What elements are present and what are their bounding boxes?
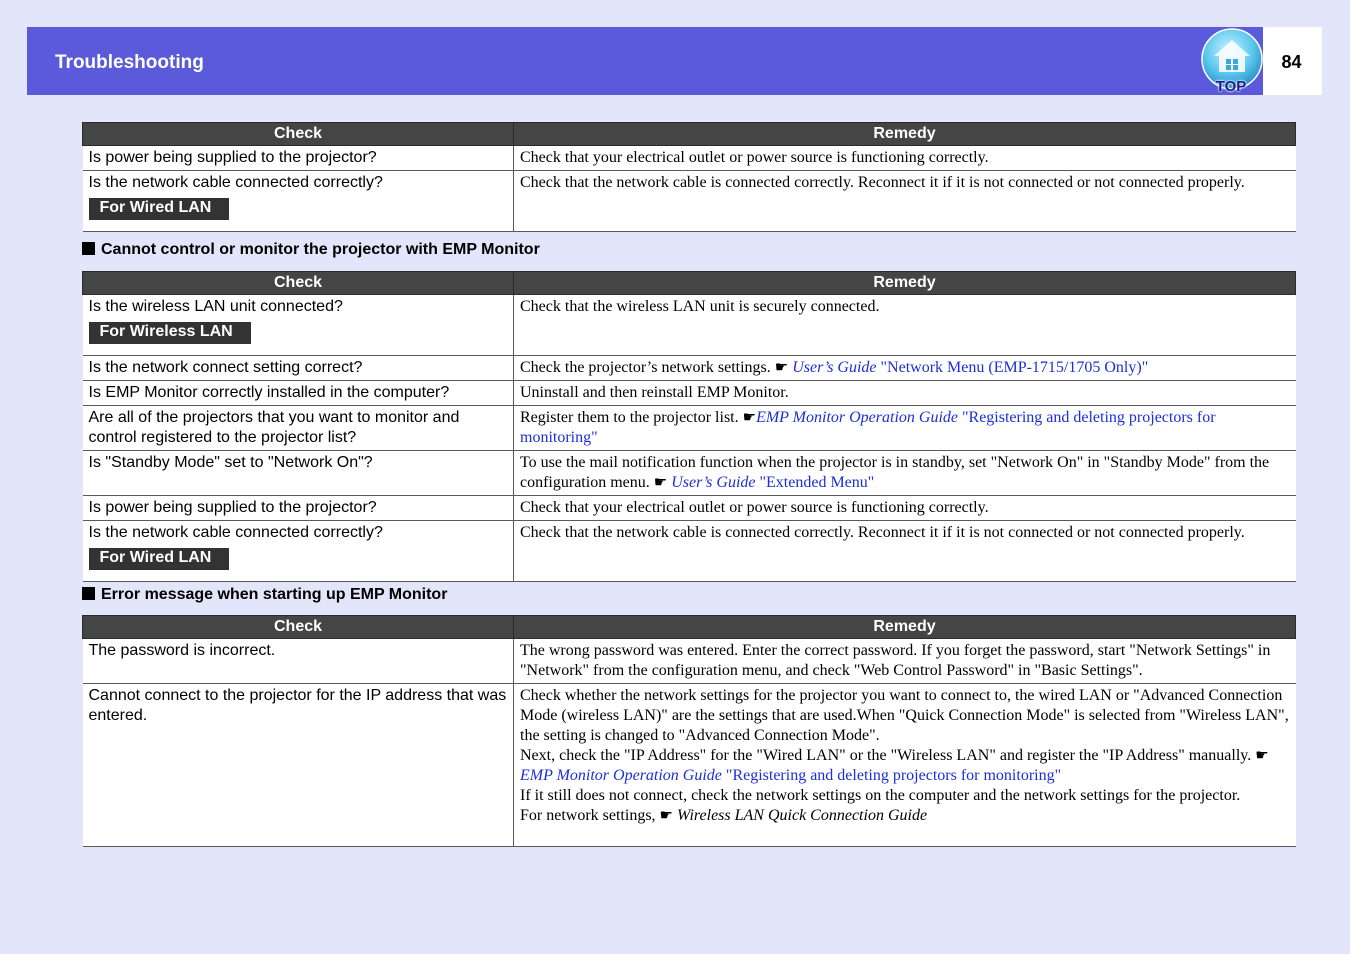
remedy-cell: Uninstall and then reinstall EMP Monitor. (514, 381, 1296, 406)
square-bullet-icon (82, 242, 95, 255)
table-row (83, 639, 1296, 684)
remedy-paragraph: If it still does not connect, check the network settings on the computer and the network settings for the projector. (520, 787, 1241, 804)
check-cell (83, 171, 514, 232)
remedy-cell: Check that the network cable is connected correctly. Reconnect it if it is not connected or not connected properly. (514, 171, 1296, 232)
remedy-text: Next, check the "IP Address" for the "Wired LAN" or the "Wireless LAN" and register the "IP Address" manually. (520, 747, 1252, 764)
remedy-cell (514, 356, 1296, 381)
remedy-paragraph: Check whether the network settings for the projector you want to connect to, the wired LAN or "Advanced Connection Mode (wireless LAN)" are the settings that are used.When "Quick Connection Mode" is selected from "Wireless LAN", the setting is changed to "Advanced Connection Mode". (520, 687, 1289, 744)
remedy-cell: The wrong password was entered. Enter the correct password. If you forget the password, start "Network Settings" in "Network" from the configuration menu, and check "Web Control Password" in "Basic Settings". (514, 639, 1296, 684)
check-cell (83, 521, 514, 582)
pointing-hand-icon: ☛ (774, 360, 789, 376)
table-row (83, 171, 1296, 232)
column-header-check: Check (83, 272, 514, 295)
remedy-cell: Check that your electrical outlet or power source is functioning correctly. (514, 496, 1296, 521)
section-link[interactable]: "Registering and deleting projectors for monitoring" (520, 409, 1216, 446)
check-cell: Is power being supplied to the projector? (83, 146, 514, 171)
top-button[interactable] (1200, 28, 1264, 94)
pointing-hand-icon: ☛ (659, 808, 673, 824)
check-text: Is the wireless LAN unit connected? (88, 298, 343, 315)
remedy-cell: Check that the network cable is connected correctly. Reconnect it if it is not connected or not connected properly. (514, 521, 1296, 582)
section-link[interactable]: "Registering and deleting projectors for monitoring" (725, 767, 1062, 784)
table-3 (82, 615, 1296, 847)
column-header-check: Check (83, 123, 514, 146)
check-text: Is the network cable connected correctly? (88, 524, 383, 541)
table-row (83, 295, 1296, 356)
column-header-check: Check (83, 616, 514, 639)
column-header-remedy: Remedy (514, 616, 1296, 639)
header-bar (27, 27, 1263, 95)
remedy-cell (514, 684, 1296, 847)
guide-link[interactable]: User’s Guide (671, 474, 756, 491)
pointing-hand-icon: ☛ (742, 410, 757, 426)
guide-link[interactable]: EMP Monitor Operation Guide (520, 767, 722, 784)
remedy-text: To use the mail notification function when the projector is in standby, set "Network On" in "Standby Mode" from the configuration menu. (520, 454, 1270, 491)
table-row (83, 496, 1296, 521)
check-cell: The password is incorrect. (83, 639, 514, 684)
guide-reference: Wireless LAN Quick Connection Guide (677, 807, 928, 824)
table-row (83, 381, 1296, 406)
check-cell (83, 295, 514, 356)
table-row (83, 406, 1296, 451)
pointing-hand-icon: ☛ (1255, 748, 1269, 764)
column-header-remedy: Remedy (514, 123, 1296, 146)
check-cell: Are all of the projectors that you want to monitor and control registered to the projector list? (83, 406, 514, 451)
check-text: Is the network cable connected correctly? (88, 174, 383, 191)
table-header-row (83, 616, 1296, 639)
table-row (83, 146, 1296, 171)
check-cell: Cannot connect to the projector for the IP address that was entered. (83, 684, 514, 847)
remedy-text: Register them to the projector list. (520, 409, 739, 426)
remedy-cell: Check that your electrical outlet or power source is functioning correctly. (514, 146, 1296, 171)
remedy-cell (514, 406, 1296, 451)
square-bullet-icon (82, 587, 95, 600)
table-row (83, 684, 1296, 847)
section-link[interactable]: "Network Menu (EMP-1715/1705 Only)" (880, 359, 1149, 376)
check-cell: Is EMP Monitor correctly installed in the computer? (83, 381, 514, 406)
section-heading (82, 241, 540, 259)
section-title: Cannot control or monitor the projector with EMP Monitor (101, 241, 540, 258)
table-row (83, 521, 1296, 582)
table-row (83, 451, 1296, 496)
check-cell: Is "Standby Mode" set to "Network On"? (83, 451, 514, 496)
table-1 (82, 122, 1296, 232)
page-number: 84 (1281, 52, 1302, 72)
remedy-text: Check the projector’s network settings. (520, 359, 771, 376)
top-label: TOP (1215, 78, 1247, 95)
section-link[interactable]: "Extended Menu" (759, 474, 875, 491)
page-number-box (1263, 27, 1322, 95)
pointing-hand-icon: ☛ (653, 475, 668, 491)
wired-lan-badge: For Wired LAN (89, 548, 230, 570)
guide-link[interactable]: EMP Monitor Operation Guide (756, 409, 958, 426)
wired-lan-badge: For Wired LAN (89, 198, 230, 220)
table-header-row (83, 272, 1296, 295)
remedy-cell: Check that the wireless LAN unit is securely connected. (514, 295, 1296, 356)
section-title: Error message when starting up EMP Monitor (101, 586, 448, 603)
table-header-row (83, 123, 1296, 146)
check-cell: Is power being supplied to the projector? (83, 496, 514, 521)
section-heading (82, 586, 447, 604)
check-cell: Is the network connect setting correct? (83, 356, 514, 381)
table-2 (82, 271, 1296, 582)
wireless-lan-badge: For Wireless LAN (89, 322, 251, 344)
table-row (83, 356, 1296, 381)
remedy-paragraph (520, 806, 1290, 826)
remedy-text: For network settings, (520, 807, 656, 824)
remedy-cell (514, 451, 1296, 496)
page-title: Troubleshooting (55, 52, 204, 73)
guide-link[interactable]: User’s Guide (792, 359, 877, 376)
remedy-paragraph (520, 746, 1290, 786)
column-header-remedy: Remedy (514, 272, 1296, 295)
